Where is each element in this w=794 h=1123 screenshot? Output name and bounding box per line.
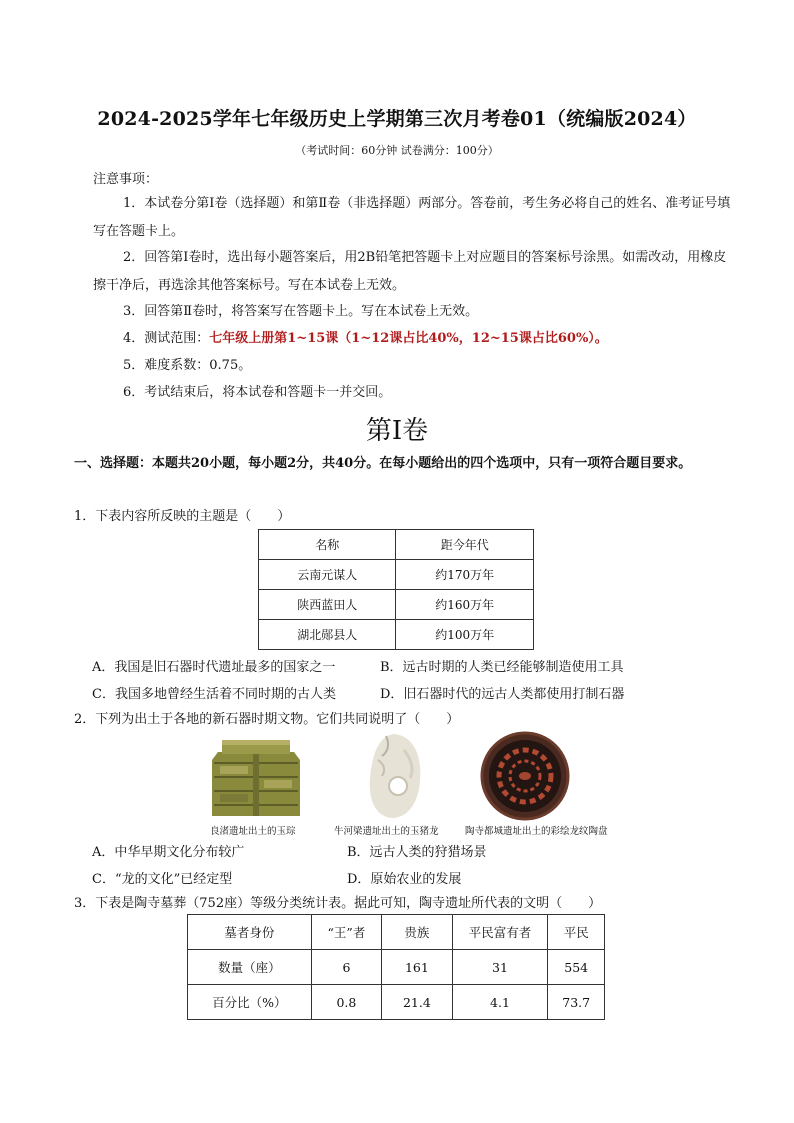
q1-option-d: D．旧石器时代的远古人类都使用打制石器 — [380, 687, 625, 702]
table-cell: 约160万年 — [396, 590, 534, 620]
jade-cong-image — [200, 730, 312, 826]
table-cell: 约100万年 — [396, 620, 534, 650]
table-cell: 百分比（%） — [188, 985, 312, 1020]
table-header-cell: 墓者身份 — [188, 915, 312, 950]
painted-pottery-plate-image — [479, 730, 571, 826]
table-header-cell: 平民 — [548, 915, 605, 950]
table-row — [259, 590, 534, 620]
q2-option-b: B．远古人类的狩猎场景 — [347, 845, 487, 860]
table-header-row — [259, 530, 534, 560]
test-scope: 七年级上册第1~15课（1~12课占比40%，12~15课占比60%）。 — [209, 331, 608, 346]
table-cell: 161 — [382, 950, 452, 985]
exam-title: 2024-2025学年七年级历史上学期第三次月考卷01（统编版2024） — [97, 108, 697, 130]
table-cell: 0.8 — [311, 985, 382, 1020]
notice-item-2: 2．回答第Ⅰ卷时，选出每小题答案后，用2B铅笔把答题卡上对应题目的答案标号涂黑。如需改动，用橡皮擦干净后，再选涂其他答案标号。写在本试卷上无效。 — [93, 250, 727, 293]
notice-item-6: 6．考试结束后，将本试卷和答题卡一并交回。 — [123, 385, 392, 400]
table-header-cell: 距今年代 — [396, 530, 534, 560]
q1-table — [258, 529, 534, 650]
table-header-cell: 名称 — [259, 530, 396, 560]
q2-stem: 2．下列为出土于各地的新石器时期文物。它们共同说明了（ ） — [74, 712, 460, 727]
table-cell: 约170万年 — [396, 560, 534, 590]
table-cell: 陕西蓝田人 — [259, 590, 396, 620]
q1-option-c: C．我国多地曾经生活着不同时期的古人类 — [92, 687, 336, 702]
notice-item-5: 5．难度系数：0.75。 — [123, 358, 252, 373]
q1-option-b: B．远古时期的人类已经能够制造使用工具 — [380, 660, 624, 675]
q3-stem: 3．下表是陶寺墓葬（752座）等级分类统计表。据此可知，陶寺遗址所代表的文明（ ） — [74, 896, 602, 911]
jade-pig-dragon-caption: 牛河梁遗址出土的玉猪龙 — [334, 826, 439, 837]
table-header-cell: 平民富有者 — [452, 915, 548, 950]
exam-subtitle: （考试时间：60分钟 试卷满分：100分） — [295, 144, 499, 157]
table-cell: 数量（座） — [188, 950, 312, 985]
table-cell: 31 — [452, 950, 548, 985]
table-row — [259, 560, 534, 590]
q2-option-d: D．原始农业的发展 — [347, 872, 462, 887]
notice-item-3: 3．回答第Ⅱ卷时，将答案写在答题卡上。写在本试卷上无效。 — [123, 304, 479, 319]
table-cell: 4.1 — [452, 985, 548, 1020]
table-header-cell: 贵族 — [382, 915, 452, 950]
table-cell: 云南元谋人 — [259, 560, 396, 590]
section-instructions: 一、选择题：本题共20小题，每小题2分，共40分。在每小题给出的四个选项中，只有一项符合题目要求。 — [74, 456, 692, 471]
table-cell: 湖北郧县人 — [259, 620, 396, 650]
q2-option-a: A．中华早期文化分布较广 — [92, 845, 245, 860]
table-row — [188, 985, 605, 1020]
q1-option-a: A．我国是旧石器时代遗址最多的国家之一 — [92, 660, 336, 675]
notice-heading: 注意事项： — [93, 172, 159, 187]
table-header-cell: “王”者 — [311, 915, 382, 950]
table-cell: 6 — [311, 950, 382, 985]
table-cell: 21.4 — [382, 985, 452, 1020]
table-row — [259, 620, 534, 650]
q3-table — [187, 914, 605, 1020]
notice-item-1: 1．本试卷分第Ⅰ卷（选择题）和第Ⅱ卷（非选择题）两部分。答卷前，考生务必将自己的姓名、准考证号填写在答题卡上。 — [93, 196, 731, 239]
table-cell: 554 — [548, 950, 605, 985]
table-cell: 73.7 — [548, 985, 605, 1020]
painted-pottery-plate-caption: 陶寺都城遗址出土的彩绘龙纹陶盘 — [465, 826, 608, 837]
jade-cong-caption: 良渚遗址出土的玉琮 — [210, 826, 296, 837]
notice-item-4: 4．测试范围：七年级上册第1~15课（1~12课占比40%，12~15课占比60%）。 — [123, 331, 608, 346]
section-title: 第Ⅰ卷 — [365, 416, 429, 446]
jade-pig-dragon-image — [364, 730, 426, 826]
q1-stem: 1．下表内容所反映的主题是（ ） — [74, 509, 291, 524]
table-header-row — [188, 915, 605, 950]
table-row — [188, 950, 605, 985]
q2-option-c: C．“龙的文化”已经定型 — [92, 872, 233, 887]
